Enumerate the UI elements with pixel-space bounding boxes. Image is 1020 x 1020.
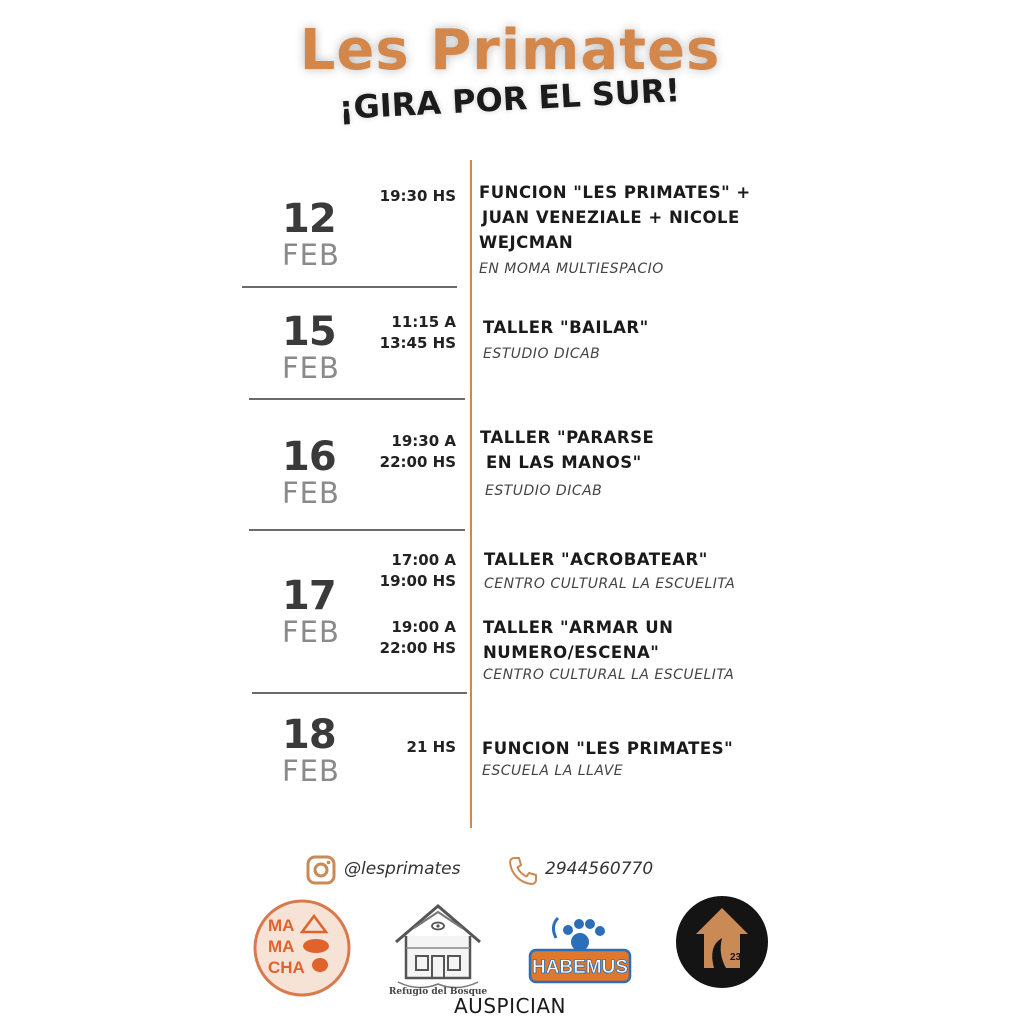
date-month: FEB — [282, 238, 340, 272]
date-day: 18 — [282, 712, 336, 758]
date-month: FEB — [282, 351, 340, 385]
habemus-text: HABEMUS — [531, 957, 629, 978]
sponsors-label: AUSPICIAN — [454, 994, 566, 1018]
mamacha-logo — [252, 898, 352, 998]
date-month: FEB — [282, 615, 340, 649]
date-day: 15 — [282, 309, 336, 355]
event-title-line: WEJCMAN — [479, 233, 574, 252]
date-separator — [249, 529, 465, 531]
event-time — [326, 550, 456, 592]
habemus-logo — [528, 898, 634, 998]
date-separator — [249, 398, 465, 400]
event — [482, 736, 733, 779]
event-title-line: NUMERO/ESCENA" — [483, 643, 660, 662]
phone-icon[interactable] — [507, 855, 539, 887]
date-day: 16 — [282, 434, 336, 480]
mamacha-text: CHA — [268, 958, 305, 977]
event-place: ESTUDIO DICAB — [485, 483, 603, 499]
event-time-line: 19:00 A — [391, 618, 456, 636]
event-title-line: FUNCION "LES PRIMATES" + — [479, 183, 751, 202]
refugio-del-bosque-logo — [388, 898, 488, 998]
date-block — [282, 196, 340, 272]
event-title-line: JUAN VENEZIALE + NICOLE — [482, 208, 740, 227]
date-day: 12 — [282, 196, 336, 242]
poster-subtitle: ¡GIRA POR EL SUR! — [337, 71, 681, 127]
dark-circle-logo — [674, 894, 770, 990]
date-month: FEB — [282, 754, 340, 788]
event — [483, 315, 649, 362]
event — [479, 180, 751, 277]
date-separator — [242, 286, 457, 288]
date-month: FEB — [282, 476, 340, 510]
timeline-divider — [470, 160, 472, 828]
event-place: CENTRO CULTURAL LA ESCUELITA — [483, 667, 735, 683]
event-time — [326, 617, 456, 659]
refugio-text: Refugio del Bosque — [388, 987, 488, 997]
event-title-line: FUNCION "LES PRIMATES" — [482, 739, 734, 758]
dark-logo-mark: 231 — [730, 952, 747, 963]
event-time — [326, 431, 456, 473]
poster-title: Les Primates — [299, 18, 721, 83]
event-time: 21 HS — [406, 738, 456, 756]
event-time-line: 22:00 HS — [379, 453, 456, 471]
mamacha-text: MA — [268, 916, 295, 935]
event-time-line: 11:15 A — [391, 313, 456, 331]
event — [480, 425, 654, 499]
event-place: ESCUELA LA LLAVE — [482, 763, 624, 779]
event-title-line: TALLER "ACROBATEAR" — [484, 550, 708, 569]
event — [483, 615, 734, 683]
instagram-icon[interactable] — [306, 855, 336, 885]
event — [484, 547, 735, 592]
event-time — [326, 312, 456, 354]
event-time-line: 13:45 HS — [379, 334, 456, 352]
event-title-line: TALLER "PARARSE — [480, 428, 655, 447]
mamacha-text: MA — [268, 937, 295, 956]
phone-number[interactable]: 2944560770 — [545, 859, 654, 879]
date-separator — [252, 692, 467, 694]
date-day: 17 — [282, 573, 336, 619]
event-title-line: EN LAS MANOS" — [486, 453, 642, 472]
event-time-line: 17:00 A — [391, 551, 456, 569]
event-place: ESTUDIO DICAB — [483, 346, 601, 362]
event-title-line: TALLER "BAILAR" — [483, 318, 649, 337]
event-time-line: 19:00 HS — [379, 572, 456, 590]
instagram-handle[interactable]: @lesprimates — [344, 859, 461, 879]
event-time-line: 22:00 HS — [379, 639, 456, 657]
event-place: CENTRO CULTURAL LA ESCUELITA — [484, 576, 736, 592]
event-place: EN MOMA MULTIESPACIO — [479, 261, 664, 277]
event-time: 19:30 HS — [379, 187, 456, 205]
event-time-line: 19:30 A — [391, 432, 456, 450]
event-title-line: TALLER "ARMAR UN — [483, 618, 674, 637]
